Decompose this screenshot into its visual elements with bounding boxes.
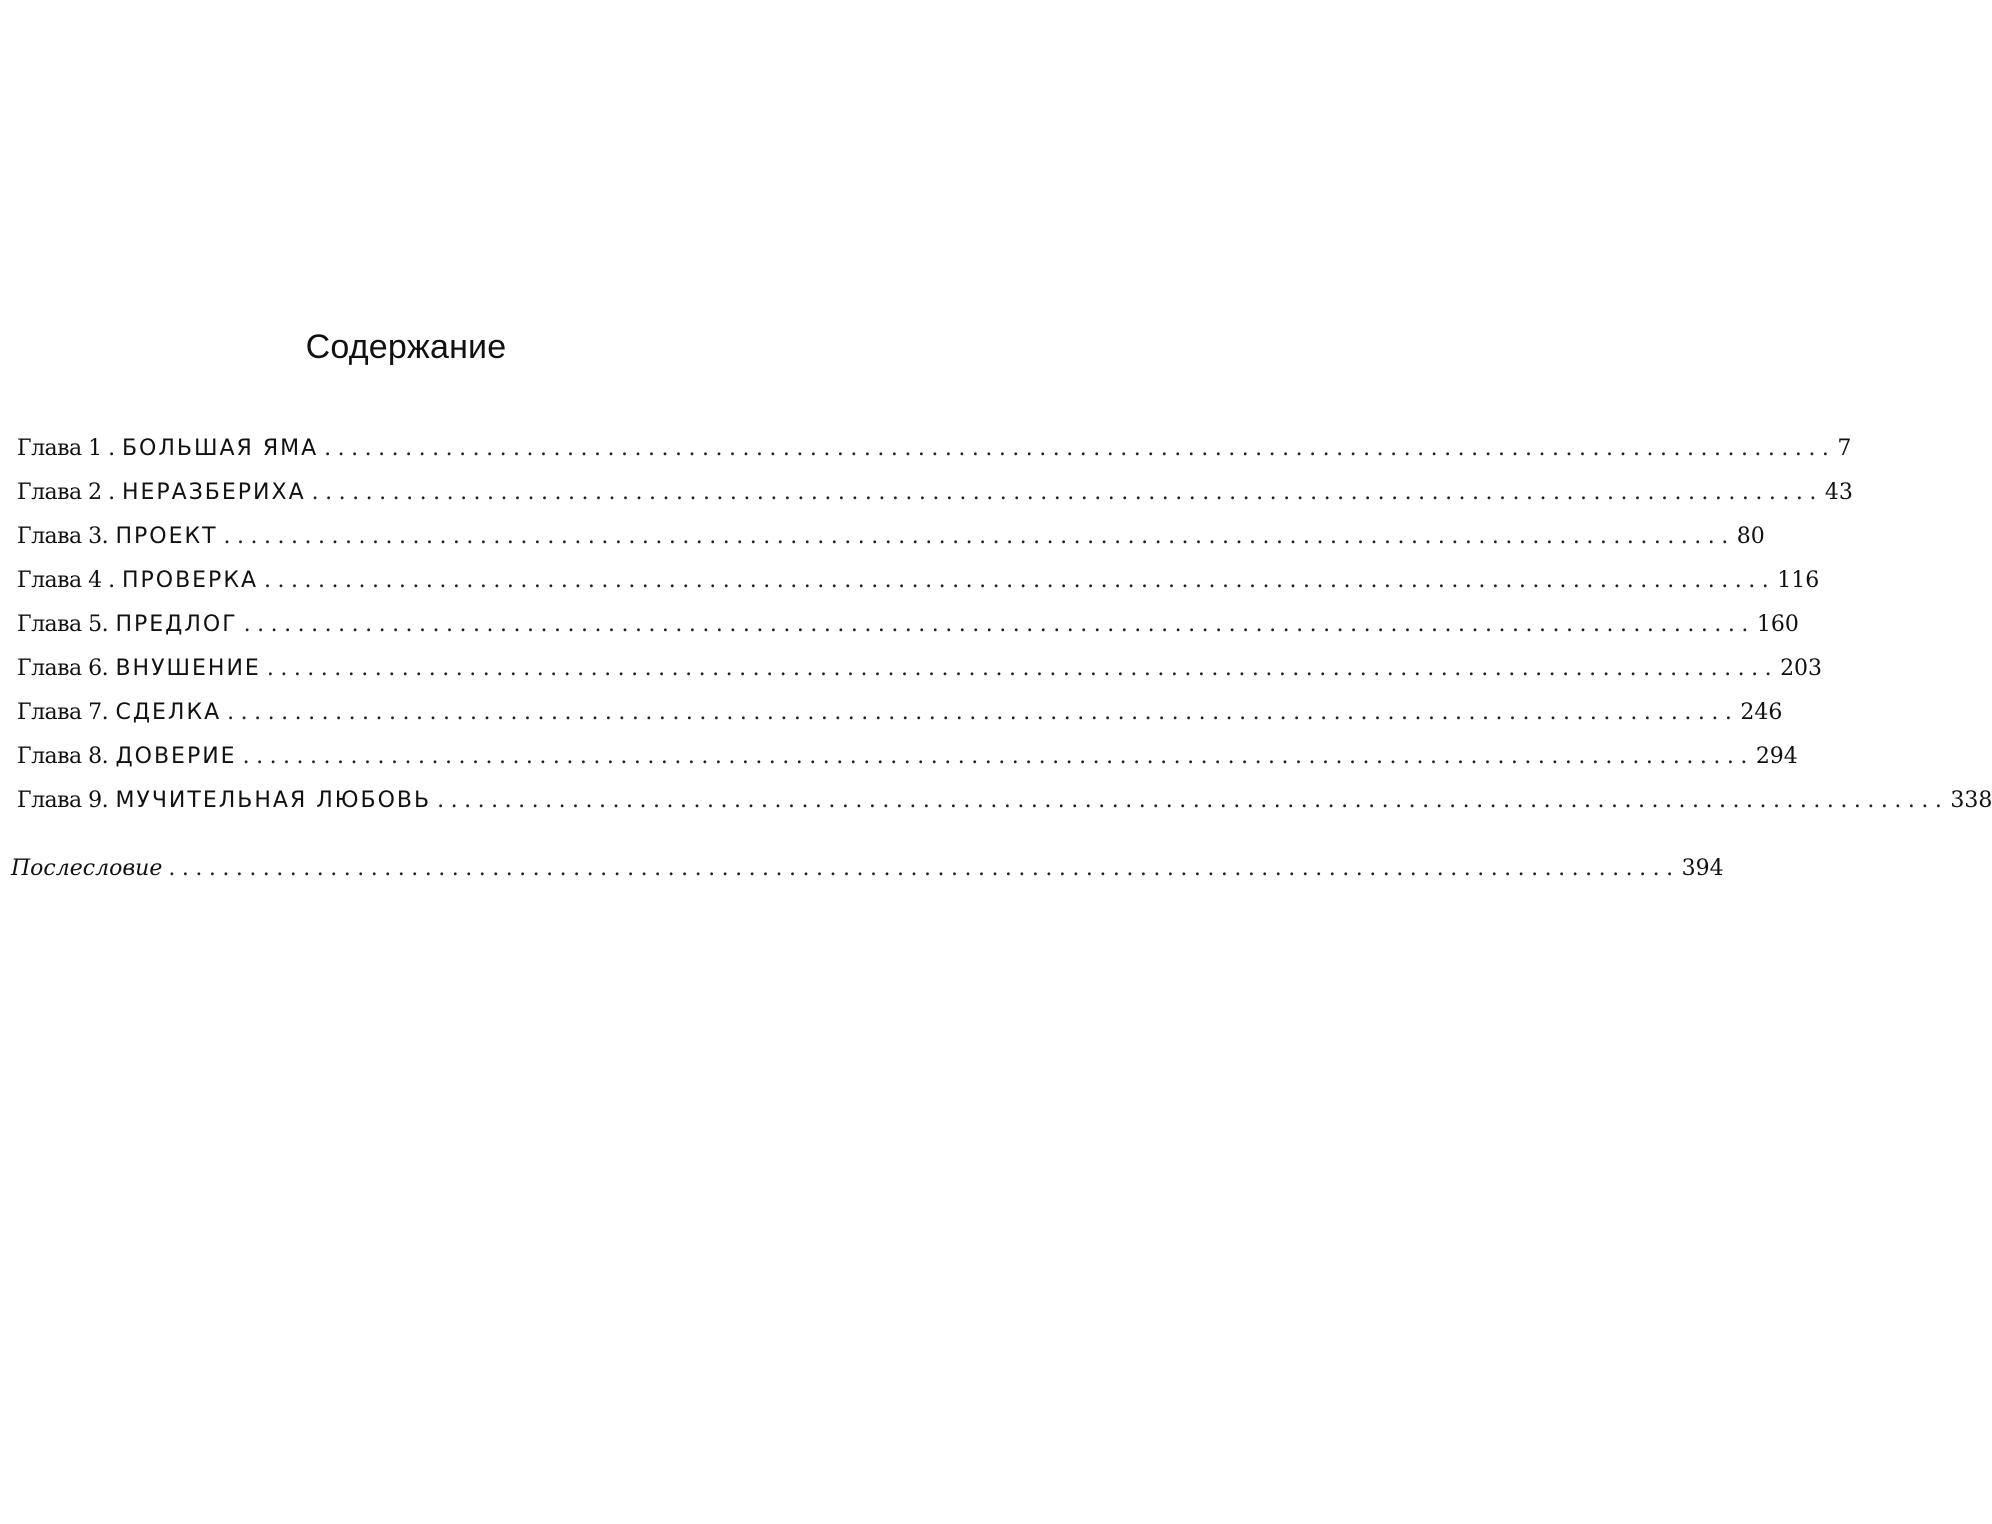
chapter-title: ВНУШЕНИЕ xyxy=(115,656,261,681)
dot-leader: ................................................................................................................ xyxy=(243,612,1755,637)
page-number: 394 xyxy=(1681,856,1724,881)
dot-leader: ................................................................................................................ xyxy=(223,524,1735,549)
page-number: 7 xyxy=(1837,436,1852,461)
dot-leader: ................................................................................................................ xyxy=(437,788,1949,813)
chapter-number: Глава 1 . xyxy=(17,436,115,461)
dot-leader: ................................................................................................................ xyxy=(264,568,1776,593)
toc-entry-chapter-7 xyxy=(17,700,1783,744)
toc-entry-chapter-8 xyxy=(17,744,1798,788)
chapter-title: БОЛЬШАЯ ЯМА xyxy=(121,436,319,461)
dot-leader: ................................................................................................................ xyxy=(242,744,1754,769)
toc-entry-chapter-2 xyxy=(17,480,1853,524)
chapter-number: Глава 9. xyxy=(17,788,109,813)
chapter-number: Глава 5. xyxy=(17,612,109,637)
toc-entry-chapter-3 xyxy=(17,524,1765,568)
toc-entry-epilogue xyxy=(11,856,1724,900)
toc-entry-label xyxy=(17,524,218,549)
dot-leader: ................................................................................................................ xyxy=(266,656,1779,681)
chapter-number: Глава 8. xyxy=(17,744,109,769)
page-number: 203 xyxy=(1780,656,1823,681)
epilogue-label: Послесловие xyxy=(11,856,163,881)
toc-entry-label xyxy=(17,744,237,769)
chapter-number: Глава 7. xyxy=(17,700,109,725)
toc-entry-chapter-5 xyxy=(17,612,1799,656)
toc-entry-label xyxy=(17,436,318,461)
page-number: 160 xyxy=(1756,612,1799,637)
toc-entry-chapter-1 xyxy=(17,436,1852,480)
toc-entry-chapter-4 xyxy=(17,568,1820,612)
toc-entry-label xyxy=(17,612,238,637)
toc-entry-label xyxy=(17,656,261,681)
page-number: 80 xyxy=(1736,524,1765,549)
toc-entry-chapter-6 xyxy=(17,656,1823,700)
toc-entry-chapter-9 xyxy=(17,788,1992,832)
page-number: 338 xyxy=(1950,788,1992,813)
chapter-title: ПРОЕКТ xyxy=(115,524,218,549)
chapter-number: Глава 3. xyxy=(17,524,109,549)
table-of-contents xyxy=(11,436,1992,900)
page-title: Содержание xyxy=(305,328,507,366)
page-number: 294 xyxy=(1755,744,1798,769)
dot-leader: ................................................................................................................ xyxy=(227,700,1739,725)
page-number: 116 xyxy=(1777,568,1820,593)
chapter-number: Глава 6. xyxy=(17,656,109,681)
toc-entry-label xyxy=(17,700,221,725)
page-number: 43 xyxy=(1824,480,1853,505)
chapter-number: Глава 4 . xyxy=(17,568,115,593)
toc-entry-label xyxy=(17,480,306,505)
chapter-title: ДОВЕРИЕ xyxy=(115,744,237,769)
chapter-title: ПРОВЕРКА xyxy=(121,568,258,593)
toc-entry-label xyxy=(17,568,258,593)
chapter-title: СДЕЛКА xyxy=(115,700,222,725)
page-number: 246 xyxy=(1740,700,1783,725)
dot-leader: ................................................................................................................ xyxy=(324,436,1836,461)
chapter-title: ПРЕДЛОГ xyxy=(115,612,238,637)
dot-leader: ................................................................................................................ xyxy=(168,856,1680,881)
chapter-title: МУЧИТЕЛЬНАЯ ЛЮБОВЬ xyxy=(115,788,432,813)
toc-entry-label xyxy=(17,788,431,813)
chapter-number: Глава 2 . xyxy=(17,480,115,505)
dot-leader: ................................................................................................................ xyxy=(311,480,1823,505)
chapter-title: НЕРАЗБЕРИХА xyxy=(121,480,306,505)
